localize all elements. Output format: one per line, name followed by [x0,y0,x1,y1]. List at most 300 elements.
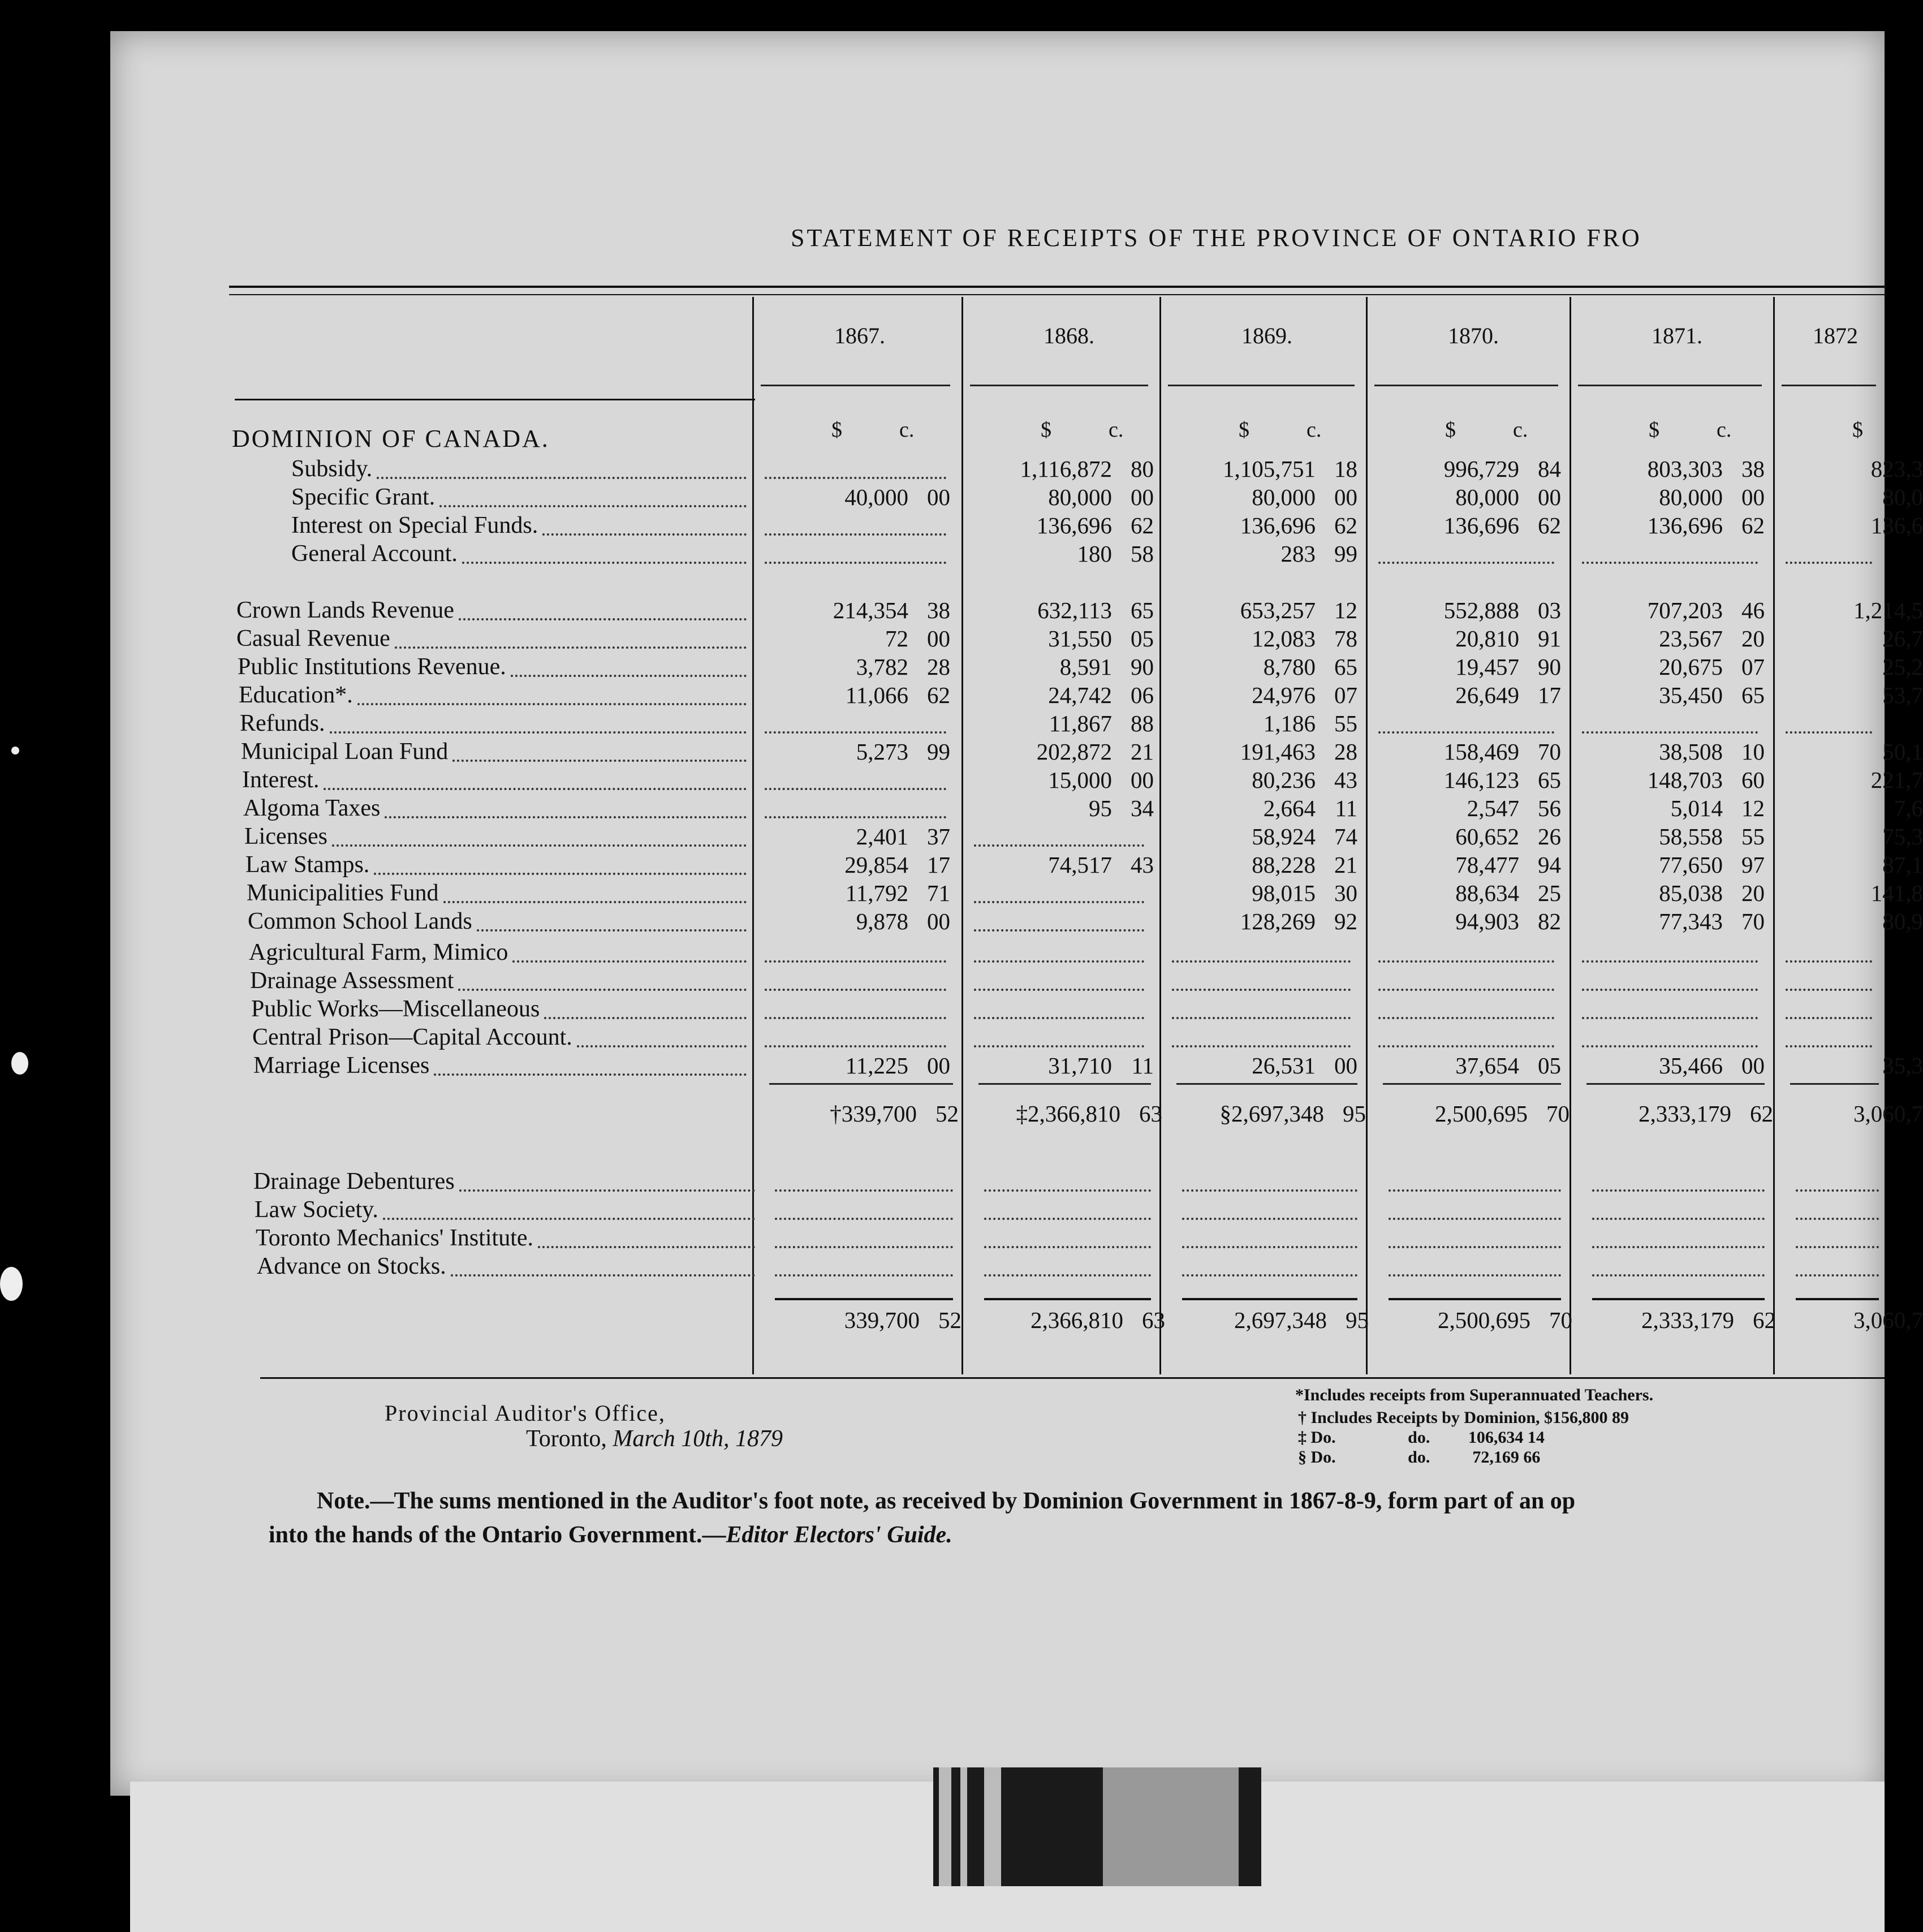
leader-dots [542,533,747,536]
year-underline [761,385,950,386]
header-top-rule-2 [229,294,1886,295]
amount-cell [1659,879,1765,907]
cents: 80 [1131,456,1154,482]
cents: 28 [927,654,950,680]
empty-cell [765,1045,946,1047]
dollars: 75,3 [1882,823,1923,849]
dollars: 60,652 [1455,823,1519,849]
total-cell [1853,1306,1923,1334]
empty-cell [765,816,946,818]
amount-cell [1252,823,1357,850]
note-text: into the hands of the Ontario Government.— [269,1522,726,1548]
dollars: 2,664 [1263,795,1316,821]
dollars: 146,123 [1443,767,1519,793]
cents: 65 [1741,682,1765,708]
amount-cell [1659,682,1765,709]
total-cell [1641,1306,1776,1334]
row-label: Law Society. [255,1197,378,1223]
footnote: † Includes Receipts by Dominion, $156,800 89 [1298,1408,1629,1427]
cents: 37 [927,823,950,849]
cents: 56 [1538,795,1561,821]
amount-cell [1048,484,1154,511]
dollar-unit: $ [831,418,842,442]
dollars: 136,696 [1647,512,1723,538]
column-divider [962,297,963,1374]
row-label: Drainage Debentures [253,1168,455,1194]
dollars: 5,273 [856,739,908,765]
dollars: 823,3 [1870,456,1923,482]
row-label: Subsidy. [291,456,373,482]
amount-cell [833,597,950,624]
empty-cell [765,989,946,991]
total-cell [1438,1306,1572,1334]
cents: 00 [927,484,950,510]
amount-cell [1671,795,1765,822]
subtotal-rule [1586,1083,1765,1085]
total-rule [1796,1298,1879,1300]
amount-cell [856,908,950,935]
scan-speck [11,747,19,754]
cents: 00 [1741,484,1765,510]
amount-cell [846,682,950,709]
dollars: 53,7 [1882,682,1923,708]
dollars: 80,9 [1882,908,1923,934]
dollars: 20,675 [1659,654,1723,680]
cents: 20 [1741,626,1765,652]
dollars: 8,780 [1263,654,1316,680]
dollars: 11,867 [1049,710,1112,736]
empty-cell [1796,1246,1879,1248]
empty-cell [765,788,946,790]
dollars: 20,810 [1455,626,1519,652]
cents: 62 [1131,512,1154,538]
amount-cell [1659,823,1765,850]
amount-cell [1882,823,1923,850]
leader-dots [451,1274,755,1276]
total-rule [984,1298,1151,1300]
header-top-rule [229,286,1886,288]
cents: 34 [1131,795,1154,821]
empty-cell [1182,1218,1357,1220]
amount-cell [1455,851,1561,878]
dollars: 9,878 [856,908,908,934]
cents: 00 [1741,1053,1765,1079]
subtotal-rule [1176,1083,1357,1085]
empty-cell [1786,989,1872,991]
editor-note-line-1: Note.—The sums mentioned in the Auditor's foot note, as received by Dominion Government in 1867-8-9, form part of an op [317,1488,1576,1514]
empty-cell [1786,731,1872,734]
cents: 62 [1753,1307,1776,1333]
cents: 07 [1741,654,1765,680]
cents: 05 [1131,626,1154,652]
cents: 90 [1538,654,1561,680]
subtotal-cell [830,1100,959,1127]
empty-cell [1786,562,1872,564]
dollars: 50,1 [1882,739,1923,765]
empty-cell [1378,1017,1554,1019]
table-bottom-rule [260,1377,1885,1379]
amount-cell [1871,879,1923,907]
dollars: 58,558 [1659,823,1723,849]
dollars: 80,000 [1455,484,1519,510]
cents: 63 [1142,1307,1165,1333]
dollars: 1,186 [1263,710,1316,736]
leader-dots [512,960,747,963]
year-underline [1374,385,1558,386]
dollars: 37,654 [1455,1053,1519,1079]
dollars: 552,888 [1443,597,1519,623]
empty-cell [765,533,946,536]
year-underline [970,385,1148,386]
empty-cell [1796,1189,1879,1192]
leader-dots [332,844,747,847]
amount-cell [1882,625,1923,652]
subtotal-rule [1383,1083,1561,1085]
leader-dots [383,1218,755,1220]
empty-cell [1786,1017,1872,1019]
amount-cell [1853,597,1923,624]
row-label: Common School Lands [248,908,472,934]
cents: 00 [927,1053,950,1079]
cents: 78 [1334,626,1357,652]
amount-cell [1882,1052,1923,1079]
year-underline [1168,385,1355,386]
cents: 12 [1741,795,1765,821]
amount-cell [1659,851,1765,878]
amount-cell [1455,653,1561,680]
empty-cell [1582,731,1758,734]
empty-cell [974,844,1144,847]
total-rule [775,1298,953,1300]
amount-cell [1252,682,1357,709]
empty-cell [1582,960,1758,963]
dollars: 29,854 [844,852,908,878]
dollars: 2,547 [1467,795,1519,821]
dollars: 653,257 [1240,597,1316,623]
dollars: 148,703 [1647,767,1723,793]
total-rule [1592,1298,1765,1300]
dollars: 38,508 [1659,739,1723,765]
amount-cell [1252,625,1357,652]
empty-cell [984,1189,1151,1192]
empty-cell [974,901,1144,903]
cents: 00 [1538,484,1561,510]
amount-cell [1037,597,1154,624]
empty-cell [1592,1218,1765,1220]
amount-cell [1455,484,1561,511]
amount-cell [1252,851,1357,878]
cents-unit: c. [1307,418,1322,442]
amount-cell [1077,540,1154,567]
amount-cell [1659,653,1765,680]
amount-cell [1037,738,1154,765]
cents: 38 [1741,456,1765,482]
amount-cell [1455,879,1561,907]
empty-cell [974,1045,1144,1047]
amount-cell [1252,766,1357,794]
scan-speck [0,1267,23,1301]
header-bottom-rule [235,399,755,400]
dollars: 15,000 [1048,767,1112,793]
dollars: 180 [1077,541,1112,567]
cents: 60 [1741,767,1765,793]
leader-dots [459,1189,755,1192]
empty-cell [1582,1017,1758,1019]
subtotal-cell [1639,1100,1773,1127]
dollars: 2,401 [856,823,908,849]
amount-cell [1882,653,1923,680]
cents: 74 [1334,823,1357,849]
empty-cell [974,1017,1144,1019]
amount-cell [1264,710,1357,737]
amount-cell [885,625,950,652]
cents: 55 [1334,710,1357,736]
section-heading: DOMINION OF CANADA. [232,425,550,452]
amount-cell [1060,653,1154,680]
row-label: Municipalities Fund [247,880,439,906]
empty-cell [1389,1274,1561,1276]
amount-cell [856,653,950,680]
leader-dots [544,1017,747,1019]
cents: 95 [1346,1307,1369,1333]
dollars: 707,203 [1647,597,1723,623]
amount-cell [1871,512,1923,539]
amount-cell [1455,823,1561,850]
dollars: 1,105,751 [1223,456,1316,482]
total-cell [844,1306,962,1334]
dollars: 5,014 [1670,795,1723,821]
dollars: 191,463 [1240,739,1316,765]
empty-cell [765,562,946,564]
dollars: 128,269 [1240,908,1316,934]
amount-cell [1048,625,1154,652]
dollars: 3,782 [856,654,908,680]
dollars: 3,060,7 [1853,1101,1923,1127]
dollars: 2,500,695 [1438,1307,1530,1333]
cents: 62 [1750,1101,1773,1127]
column-divider [1159,297,1161,1374]
amount-cell [1882,738,1923,765]
cents: 62 [1334,512,1357,538]
amount-cell [1240,908,1357,935]
row-label: Toronto Mechanics' Institute. [256,1225,534,1251]
cents: 70 [1546,1101,1570,1127]
cents: 62 [1741,512,1765,538]
cents: 00 [1131,767,1154,793]
date: March 10th, 1879 [613,1426,783,1452]
dollar-unit: $ [1041,418,1051,442]
place: Toronto, [526,1426,607,1452]
dollar-unit: $ [1445,418,1456,442]
cents: 00 [927,626,950,652]
empty-cell [775,1218,953,1220]
row-label: Licenses [244,823,327,849]
footnote: *Includes receipts from Superannuated Teachers. [1295,1386,1654,1404]
amount-cell [1089,795,1154,822]
total-cell [1031,1306,1165,1334]
dollars: 158,469 [1443,739,1519,765]
amount-cell [1894,795,1923,822]
amount-cell [1223,455,1357,482]
cents: 25 [1538,880,1561,906]
dollars: 141,8 [1870,880,1923,906]
row-label: Drainage Assessment [250,968,454,994]
cents-unit: c. [1109,418,1124,442]
dollars: 1,116,872 [1020,456,1112,482]
dollars: 202,872 [1036,739,1112,765]
leader-dots [462,562,747,564]
leader-dots [377,477,747,479]
row-label: Specific Grant. [291,484,436,510]
dollars: 77,650 [1659,852,1723,878]
amount-cell [1659,625,1765,652]
cents: 90 [1131,654,1154,680]
row-label: Interest on Special Funds. [291,512,538,538]
dollars: 26,531 [1252,1053,1316,1079]
dollars: ‡2,366,810 [1016,1101,1120,1127]
amount-cell [1252,484,1357,511]
empty-cell [1592,1189,1765,1192]
dollars: 11,225 [845,1053,908,1079]
empty-cell [984,1218,1151,1220]
cents: 58 [1131,541,1154,567]
dollar-unit: $ [1649,418,1659,442]
cents: 05 [1538,1053,1561,1079]
subtotal-rule [1790,1083,1879,1085]
dollars: 24,976 [1252,682,1316,708]
cents: 70 [1538,739,1561,765]
leader-dots [458,989,747,991]
statement-title: STATEMENT OF RECEIPTS OF THE PROVINCE OF ONTARIO FRO [791,224,1642,252]
leader-dots [443,901,747,903]
row-label: Casual Revenue [236,626,390,652]
cents: 00 [1334,484,1357,510]
empty-cell [765,960,946,963]
dollars: 74,517 [1048,852,1112,878]
dollars: 3,060,7 [1853,1307,1923,1333]
dollars: 221,7 [1870,767,1923,793]
amount-cell [1659,484,1765,511]
cents: 94 [1538,852,1561,878]
amount-cell [1264,653,1357,680]
total-rule [1389,1298,1561,1300]
amount-cell [1020,455,1154,482]
empty-cell [775,1189,953,1192]
dollars: 26,649 [1455,682,1519,708]
empty-cell [1582,562,1758,564]
note-attribution: Editor Electors' Guide. [726,1522,952,1548]
dollars: 339,700 [844,1307,920,1333]
amount-cell [1659,738,1765,765]
empty-cell [984,1274,1151,1276]
cents: 06 [1131,682,1154,708]
cents: 18 [1334,456,1357,482]
year-header: 1868. [1044,323,1094,348]
dollars: 136,696 [1036,512,1112,538]
row-label: Central Prison—Capital Account. [252,1024,572,1050]
empty-cell [1389,1189,1561,1192]
dollars: 88,634 [1455,880,1519,906]
amount-cell [856,823,950,850]
amount-cell [1444,597,1561,624]
amount-cell [1455,908,1561,935]
amount-cell [1444,512,1561,539]
cents: 17 [927,852,950,878]
amount-cell [1648,455,1765,482]
dollars: 19,457 [1455,654,1519,680]
auditor-office: Provincial Auditor's Office, [385,1400,666,1426]
cents: 97 [1741,852,1765,878]
amount-cell [1882,851,1923,878]
empty-cell [1378,989,1554,991]
dollars: 31,710 [1048,1053,1112,1079]
amount-cell [1871,766,1923,794]
leader-dots [577,1045,747,1047]
dollars: 2,333,179 [1639,1101,1731,1127]
amount-cell [1455,1052,1561,1079]
empty-cell [1378,562,1554,564]
year-header: 1867. [834,323,885,348]
column-divider [1570,297,1571,1374]
empty-cell [1378,731,1554,734]
cents: 17 [1538,682,1561,708]
amount-cell [1264,795,1357,822]
dollar-unit: $ [1852,418,1863,442]
cents: 11 [1335,795,1357,821]
amount-cell [1882,484,1923,511]
cents-unit: c. [899,418,915,442]
row-label: Advance on Stocks. [257,1253,446,1279]
empty-cell [1389,1246,1561,1248]
empty-cell [765,477,946,479]
amount-cell [1252,1052,1357,1079]
empty-cell [1172,989,1351,991]
cents: 10 [1741,739,1765,765]
scan-speck [11,1052,28,1075]
cents: 00 [1131,484,1154,510]
empty-cell [1172,1045,1351,1047]
year-underline [1578,385,1762,386]
amount-cell [1455,682,1561,709]
leader-dots [385,816,747,818]
amount-cell [1252,879,1357,907]
dollars: 58,924 [1252,823,1316,849]
dollars: 80,000 [1048,484,1112,510]
subtotal-cell [1435,1100,1570,1127]
dollars: 2,333,179 [1641,1307,1734,1333]
empty-cell [1182,1246,1357,1248]
leader-dots [538,1246,755,1248]
column-divider [752,297,754,1374]
amount-cell [1048,682,1154,709]
dollars: §2,697,348 [1219,1101,1324,1127]
dollars: 632,113 [1037,597,1112,623]
cents: 21 [1131,739,1154,765]
amount-cell [1648,766,1765,794]
amount-cell [1648,512,1765,539]
cents: 99 [927,739,950,765]
amount-cell [1444,766,1561,794]
dollars: 26,7 [1882,626,1923,652]
empty-cell [1389,1218,1561,1220]
dollars: 2,697,348 [1234,1307,1327,1333]
cents: 12 [1334,597,1357,623]
amount-cell [1455,625,1561,652]
dollars: 80,000 [1252,484,1316,510]
amount-cell [1467,795,1561,822]
cents: 65 [1131,597,1154,623]
empty-cell [1172,960,1351,963]
